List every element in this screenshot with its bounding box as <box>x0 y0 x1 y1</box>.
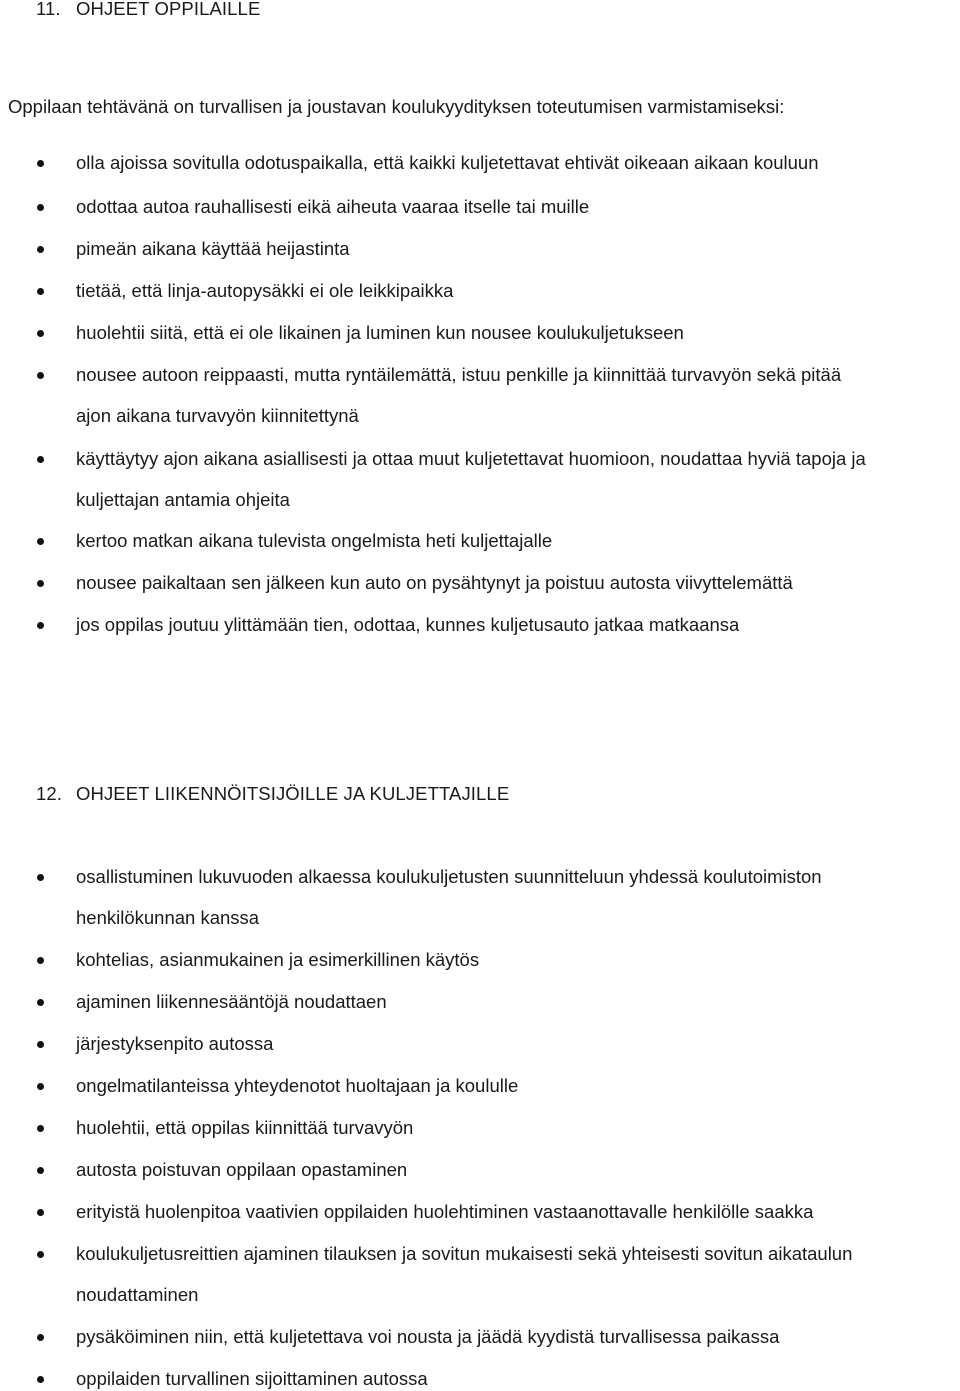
bullet-icon <box>37 1041 44 1048</box>
section-number: 12. <box>36 783 63 804</box>
bullet-icon <box>37 330 44 337</box>
bullet-icon <box>37 1083 44 1090</box>
list-item-text: järjestyksenpito autossa <box>76 1033 274 1054</box>
bullet-icon <box>37 1209 44 1216</box>
bullet-icon <box>37 246 44 253</box>
list-item-text: noudattaminen <box>76 1284 199 1305</box>
bullet-icon <box>37 1251 44 1258</box>
bullet-icon <box>37 1167 44 1174</box>
list-item-text: koulukuljetusreittien ajaminen tilauksen ja sovitun mukaisesti sekä yhteisesti sovitun aikataulun <box>76 1243 853 1264</box>
bullet-icon <box>37 580 44 587</box>
section-title: OHJEET LIIKENNÖITSIJÖILLE JA KULJETTAJILLE <box>76 783 510 804</box>
list-item-text: jos oppilas joutuu ylittämään tien, odottaa, kunnes kuljetusauto jatkaa matkaansa <box>76 614 740 635</box>
bullet-icon <box>37 204 44 211</box>
bullet-icon <box>37 1334 44 1341</box>
list-item-text: henkilökunnan kanssa <box>76 907 260 928</box>
list-item-text: pysäköiminen niin, että kuljetettava voi nousta ja jäädä kyydistä turvallisessa paikassa <box>76 1326 780 1347</box>
list-item-text: huolehtii, että oppilas kiinnittää turvavyön <box>76 1117 414 1138</box>
list-item-text: oppilaiden turvallinen sijoittaminen autossa <box>76 1368 428 1389</box>
bullet-icon <box>37 957 44 964</box>
list-item-text: erityistä huolenpitoa vaativien oppilaiden huolehtiminen vastaanottavalle henkilölle saakka <box>76 1201 814 1222</box>
list-item-text: kertoo matkan aikana tulevista ongelmista heti kuljettajalle <box>76 530 553 551</box>
bullet-icon <box>37 1125 44 1132</box>
list-item-text: huolehtii siitä, että ei ole likainen ja luminen kun nousee koulukuljetukseen <box>76 322 684 343</box>
list-item-text: kuljettajan antamia ohjeita <box>76 489 290 510</box>
list-item-text: ajon aikana turvavyön kiinnitettynä <box>76 405 359 426</box>
list-item-text: pimeän aikana käyttää heijastinta <box>76 238 350 259</box>
bullet-icon <box>37 456 44 463</box>
list-item-text: ajaminen liikennesääntöjä noudattaen <box>76 991 387 1012</box>
section-intro: Oppilaan tehtävänä on turvallisen ja joustavan koulukyydityksen toteutumisen varmistamiseksi: <box>8 96 785 117</box>
bullet-icon <box>37 288 44 295</box>
list-item-text: tietää, että linja-autopysäkki ei ole leikkipaikka <box>76 280 454 301</box>
bullet-icon <box>37 160 44 167</box>
bullet-icon <box>37 999 44 1006</box>
bullet-icon <box>37 538 44 545</box>
section-title: OHJEET OPPILAILLE <box>76 0 261 19</box>
list-item-text: käyttäytyy ajon aikana asiallisesti ja ottaa muut kuljetettavat huomioon, noudattaa hyviä tapoja ja <box>76 448 866 469</box>
bullet-icon <box>37 372 44 379</box>
list-item-text: nousee autoon reippaasti, mutta ryntäilemättä, istuu penkille ja kiinnittää turvavyön sekä pitää <box>76 364 842 385</box>
list-item-text: kohtelias, asianmukainen ja esimerkillinen käytös <box>76 949 480 970</box>
bullet-icon <box>37 1376 44 1383</box>
section-number: 11. <box>36 0 61 19</box>
bullet-icon <box>37 622 44 629</box>
bullet-icon <box>37 874 44 881</box>
list-item-text: ongelmatilanteissa yhteydenotot huoltajaan ja koululle <box>76 1075 519 1096</box>
list-item-text: osallistuminen lukuvuoden alkaessa koulukuljetusten suunnitteluun yhdessä koulutoimiston <box>76 866 822 887</box>
list-item-text: autosta poistuvan oppilaan opastaminen <box>76 1159 408 1180</box>
list-item-text: olla ajoissa sovitulla odotuspaikalla, että kaikki kuljetettavat ehtivät oikeaan aikaan kouluun <box>76 152 819 173</box>
list-item-text: nousee paikaltaan sen jälkeen kun auto on pysähtynyt ja poistuu autosta viivyttelemättä <box>76 572 793 593</box>
list-item-text: odottaa autoa rauhallisesti eikä aiheuta vaaraa itselle tai muille <box>76 196 590 217</box>
